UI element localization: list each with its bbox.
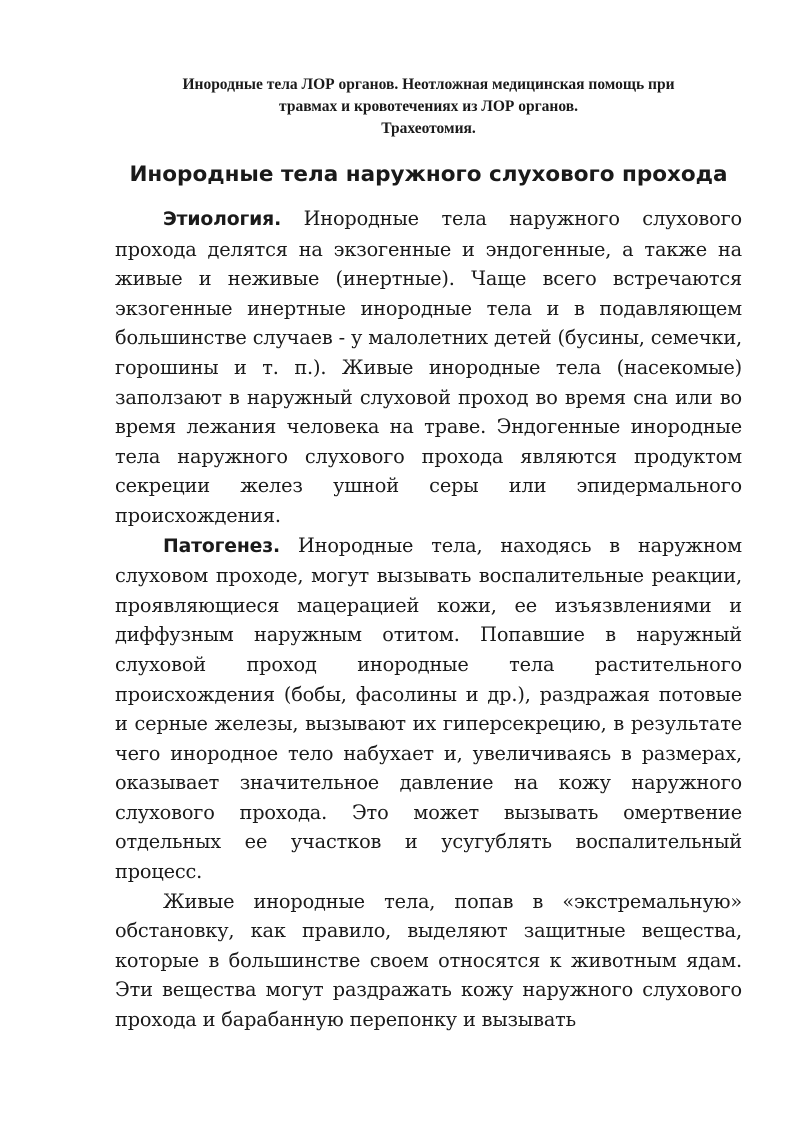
body-text [115,204,742,1035]
document-header [115,74,742,140]
paragraph-pathogenesis [115,531,742,887]
header-line-1: Инородные тела ЛОР органов. Неотложная медицинская помощь при [182,76,675,93]
paragraph-etiology [115,204,742,531]
document-page [115,74,742,1035]
term-pathogenesis: Патогенез. [163,535,280,557]
section-title: Инородные тела наружного слухового прохода [129,162,728,187]
header-line-3: Трахеотомия. [381,120,476,137]
paragraph-live-bodies: Живые инородные тела, попав в «экстремальную» обстановку, как правило, выделяют защитные вещества, которые в большинстве своем относятся к животным ядам. Эти вещества могут раздражать кожу наружного слухового прохода и барабанную перепонку и вызывать [115,889,742,1032]
header-line-2: травмах и кровотечениях из ЛОР органов. [279,98,578,115]
term-etiology: Этиология. [163,209,282,230]
paragraph-pathogenesis-text: Инородные тела, находясь в наружном слуховом проходе, могут вызывать воспалительные реакции, проявляющиеся мацерацией кожи, ее изъязвлениями и диффузным наружным отитом. Попавшие в наружный слуховой проход инородные тела растительного происхождения (бобы, фасолины и др.), раздражая потовые и серные железы, вызывают их гиперсекрецию, в результате чего инородное тело набухает и, увеличиваясь в размерах, оказывает значительное давление на кожу наружного слухового прохода. Это может вызывать омертвение отдельных ее участков и усугублять воспалительный процесс. [115,533,742,884]
paragraph-etiology-text: Инородные тела наружного слухового прохода делятся на экзогенные и эндогенные, а также на живые и неживые (инертные). Чаще всего встречаются экзогенные инертные инородные тела и в подавляющем большинстве случаев - у малолетних детей (бусины, семечки, горошины и т. п.). Живые инородные тела (насекомые) заползают в наружный слуховой проход во время сна или во время лежания человека на траве. Эндогенные инородные тела наружного слухового прохода являются продуктом секреции желез ушной серы или эпидермального происхождения. [115,207,742,527]
